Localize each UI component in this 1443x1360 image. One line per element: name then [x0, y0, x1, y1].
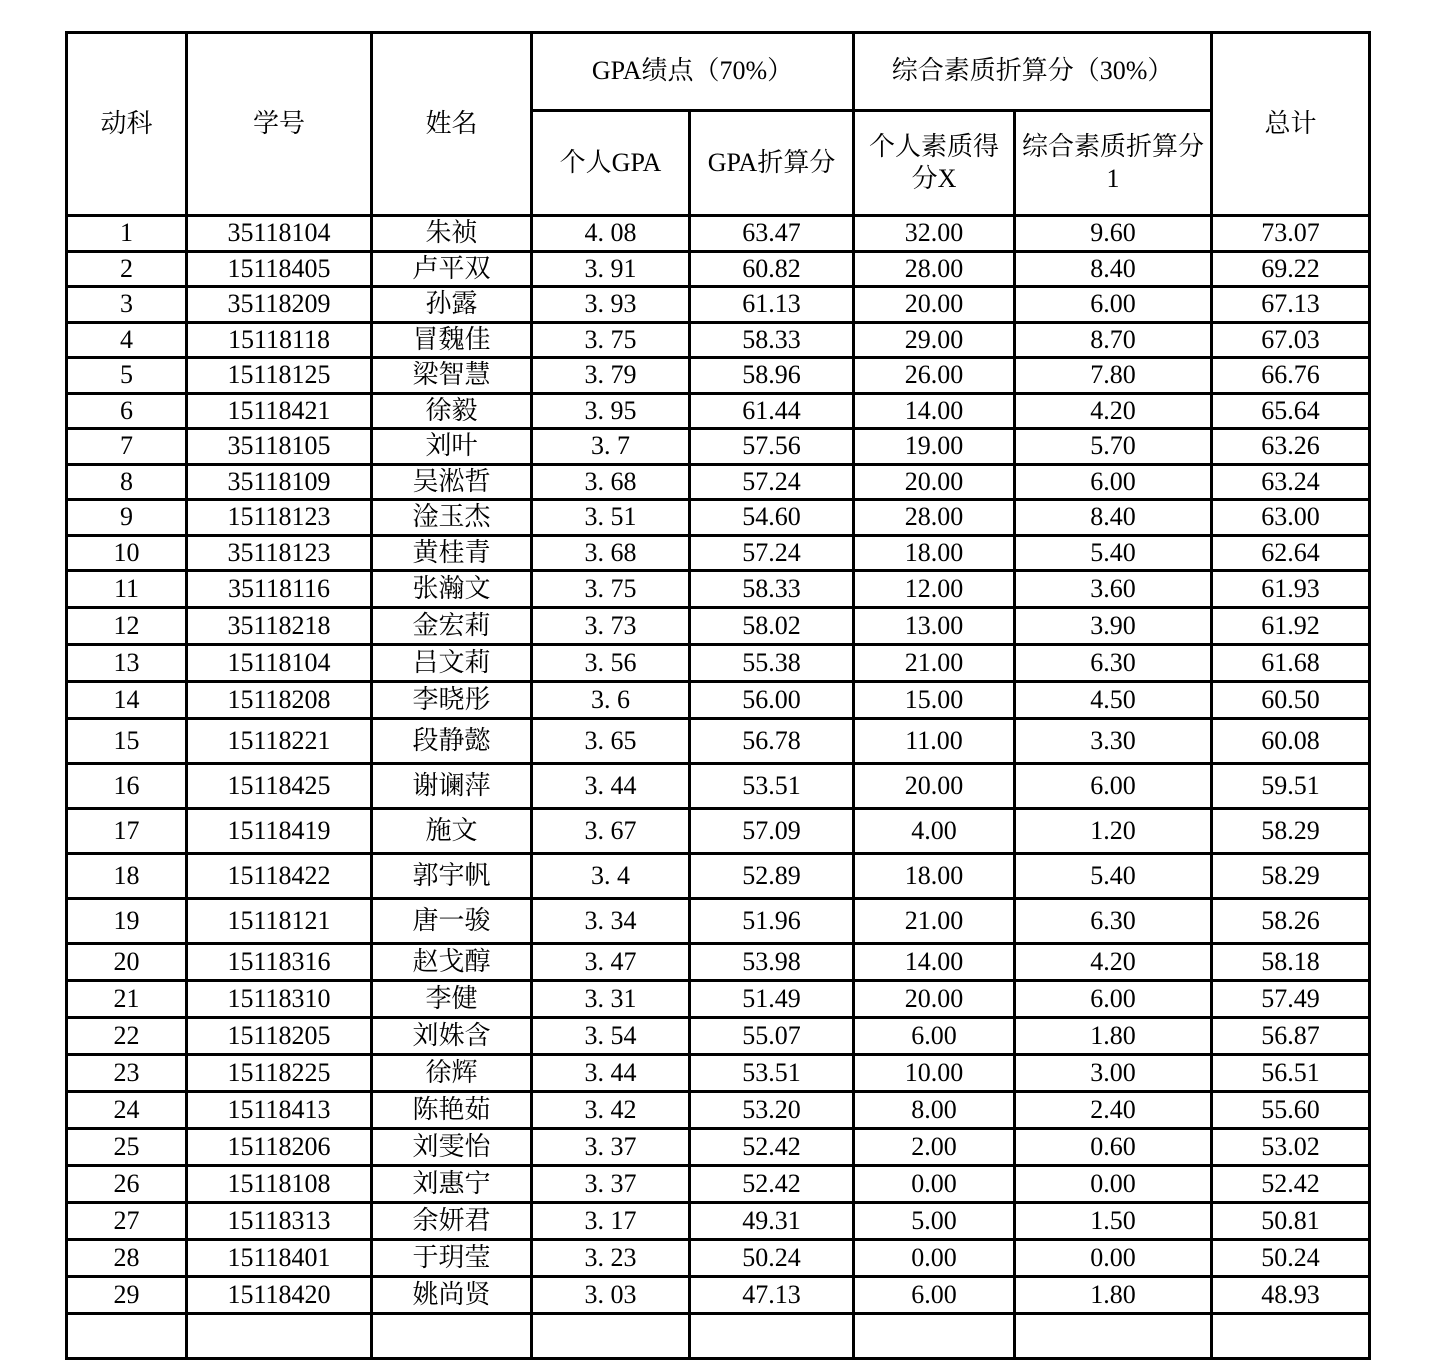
table-row	[67, 322, 1370, 358]
cell-quality-score: 32.00	[854, 216, 1015, 252]
cell-personal-gpa: 3. 42	[532, 1092, 690, 1129]
cell-personal-gpa: 3. 17	[532, 1203, 690, 1240]
cell-name: 张瀚文	[372, 571, 532, 608]
cell-total: 61.92	[1212, 608, 1370, 645]
table-row	[67, 645, 1370, 682]
cell-name: 姚尚贤	[372, 1277, 532, 1314]
cell-empty	[1015, 1314, 1212, 1359]
header-student-id: 学号	[187, 33, 372, 216]
cell-quality-score: 8.00	[854, 1092, 1015, 1129]
cell-personal-gpa: 3. 93	[532, 287, 690, 323]
cell-name: 孙露	[372, 287, 532, 323]
table-row	[67, 571, 1370, 608]
cell-total: 62.64	[1212, 535, 1370, 571]
cell-name: 谢谰萍	[372, 764, 532, 809]
cell-empty	[67, 1314, 187, 1359]
cell-quality-converted: 6.00	[1015, 464, 1212, 500]
table-row	[67, 358, 1370, 394]
cell-total: 58.26	[1212, 899, 1370, 944]
table-row	[67, 500, 1370, 536]
cell-student-id: 15118419	[187, 809, 372, 854]
cell-rank: 17	[67, 809, 187, 854]
table-body	[67, 216, 1370, 1359]
cell-quality-score: 18.00	[854, 535, 1015, 571]
cell-gpa-converted: 53.98	[690, 944, 854, 981]
cell-personal-gpa: 3. 37	[532, 1129, 690, 1166]
cell-rank: 22	[67, 1018, 187, 1055]
cell-student-id: 15118108	[187, 1166, 372, 1203]
cell-student-id: 15118104	[187, 645, 372, 682]
cell-quality-score: 4.00	[854, 809, 1015, 854]
cell-gpa-converted: 57.56	[690, 429, 854, 465]
cell-name: 刘叶	[372, 429, 532, 465]
cell-quality-score: 11.00	[854, 719, 1015, 764]
header-personal-gpa: 个人GPA	[532, 111, 690, 216]
cell-quality-score: 6.00	[854, 1018, 1015, 1055]
cell-name: 淦玉杰	[372, 500, 532, 536]
cell-quality-score: 12.00	[854, 571, 1015, 608]
cell-gpa-converted: 53.51	[690, 1055, 854, 1092]
table-row	[67, 809, 1370, 854]
cell-name: 刘惠宁	[372, 1166, 532, 1203]
cell-student-id: 35118218	[187, 608, 372, 645]
cell-quality-converted: 8.40	[1015, 251, 1212, 287]
cell-quality-score: 29.00	[854, 322, 1015, 358]
cell-personal-gpa: 3. 67	[532, 809, 690, 854]
cell-personal-gpa: 3. 75	[532, 322, 690, 358]
cell-total: 67.03	[1212, 322, 1370, 358]
table-row	[67, 899, 1370, 944]
cell-student-id: 15118221	[187, 719, 372, 764]
cell-gpa-converted: 58.02	[690, 608, 854, 645]
cell-total: 60.50	[1212, 682, 1370, 719]
cell-rank: 19	[67, 899, 187, 944]
cell-quality-converted: 3.90	[1015, 608, 1212, 645]
table-row	[67, 981, 1370, 1018]
header-total: 总计	[1212, 33, 1370, 216]
header-gpa-converted: GPA折算分	[690, 111, 854, 216]
cell-gpa-converted: 58.33	[690, 322, 854, 358]
cell-total: 58.18	[1212, 944, 1370, 981]
cell-total: 56.51	[1212, 1055, 1370, 1092]
cell-name: 施文	[372, 809, 532, 854]
cell-rank: 25	[67, 1129, 187, 1166]
cell-total: 58.29	[1212, 854, 1370, 899]
cell-quality-score: 20.00	[854, 764, 1015, 809]
cell-empty	[1212, 1314, 1370, 1359]
cell-gpa-converted: 53.51	[690, 764, 854, 809]
cell-gpa-converted: 47.13	[690, 1277, 854, 1314]
cell-total: 65.64	[1212, 393, 1370, 429]
cell-total: 58.29	[1212, 809, 1370, 854]
cell-quality-score: 21.00	[854, 899, 1015, 944]
table-row	[67, 216, 1370, 252]
cell-gpa-converted: 51.49	[690, 981, 854, 1018]
cell-student-id: 35118105	[187, 429, 372, 465]
cell-rank: 29	[67, 1277, 187, 1314]
cell-student-id: 15118401	[187, 1240, 372, 1277]
cell-rank: 21	[67, 981, 187, 1018]
cell-quality-score: 20.00	[854, 287, 1015, 323]
cell-total: 63.00	[1212, 500, 1370, 536]
cell-gpa-converted: 53.20	[690, 1092, 854, 1129]
cell-student-id: 15118208	[187, 682, 372, 719]
cell-student-id: 15118310	[187, 981, 372, 1018]
cell-gpa-converted: 60.82	[690, 251, 854, 287]
cell-quality-converted: 0.60	[1015, 1129, 1212, 1166]
cell-personal-gpa: 3. 65	[532, 719, 690, 764]
cell-quality-converted: 6.30	[1015, 645, 1212, 682]
grade-table	[65, 31, 1371, 1360]
cell-quality-converted: 3.60	[1015, 571, 1212, 608]
cell-student-id: 15118118	[187, 322, 372, 358]
cell-quality-converted: 0.00	[1015, 1166, 1212, 1203]
cell-name: 郭宇帆	[372, 854, 532, 899]
cell-quality-score: 28.00	[854, 500, 1015, 536]
cell-gpa-converted: 51.96	[690, 899, 854, 944]
cell-personal-gpa: 3. 68	[532, 464, 690, 500]
cell-personal-gpa: 3. 34	[532, 899, 690, 944]
table-row	[67, 1055, 1370, 1092]
cell-name: 李健	[372, 981, 532, 1018]
cell-rank: 1	[67, 216, 187, 252]
cell-total: 50.24	[1212, 1240, 1370, 1277]
table-row	[67, 764, 1370, 809]
cell-total: 61.93	[1212, 571, 1370, 608]
cell-total: 53.02	[1212, 1129, 1370, 1166]
cell-total: 60.08	[1212, 719, 1370, 764]
cell-rank: 9	[67, 500, 187, 536]
cell-personal-gpa: 3. 44	[532, 1055, 690, 1092]
cell-personal-gpa: 3. 6	[532, 682, 690, 719]
cell-rank: 8	[67, 464, 187, 500]
cell-gpa-converted: 63.47	[690, 216, 854, 252]
cell-quality-converted: 5.70	[1015, 429, 1212, 465]
cell-quality-converted: 6.00	[1015, 764, 1212, 809]
cell-rank: 20	[67, 944, 187, 981]
cell-name: 梁智慧	[372, 358, 532, 394]
cell-rank: 3	[67, 287, 187, 323]
cell-personal-gpa: 3. 91	[532, 251, 690, 287]
cell-personal-gpa: 3. 56	[532, 645, 690, 682]
cell-quality-converted: 3.30	[1015, 719, 1212, 764]
cell-personal-gpa: 3. 03	[532, 1277, 690, 1314]
table-row	[67, 287, 1370, 323]
cell-gpa-converted: 52.42	[690, 1166, 854, 1203]
table-row	[67, 719, 1370, 764]
table-row	[67, 393, 1370, 429]
header-name: 姓名	[372, 33, 532, 216]
cell-quality-score: 14.00	[854, 393, 1015, 429]
cell-rank: 5	[67, 358, 187, 394]
cell-personal-gpa: 3. 37	[532, 1166, 690, 1203]
cell-empty	[532, 1314, 690, 1359]
cell-student-id: 15118425	[187, 764, 372, 809]
cell-gpa-converted: 52.89	[690, 854, 854, 899]
cell-quality-score: 15.00	[854, 682, 1015, 719]
cell-name: 冒魏佳	[372, 322, 532, 358]
cell-student-id: 15118420	[187, 1277, 372, 1314]
cell-rank: 18	[67, 854, 187, 899]
cell-gpa-converted: 61.13	[690, 287, 854, 323]
cell-quality-score: 10.00	[854, 1055, 1015, 1092]
cell-student-id: 15118125	[187, 358, 372, 394]
cell-quality-score: 20.00	[854, 981, 1015, 1018]
cell-rank: 23	[67, 1055, 187, 1092]
cell-quality-score: 19.00	[854, 429, 1015, 465]
table-header	[67, 33, 1370, 216]
table-row	[67, 854, 1370, 899]
cell-name: 余妍君	[372, 1203, 532, 1240]
cell-quality-converted: 6.00	[1015, 287, 1212, 323]
cell-gpa-converted: 57.24	[690, 464, 854, 500]
cell-student-id: 15118205	[187, 1018, 372, 1055]
cell-personal-gpa: 3. 54	[532, 1018, 690, 1055]
cell-quality-converted: 8.40	[1015, 500, 1212, 536]
cell-total: 73.07	[1212, 216, 1370, 252]
table-row-partial	[67, 1314, 1370, 1359]
cell-total: 59.51	[1212, 764, 1370, 809]
cell-gpa-converted: 56.78	[690, 719, 854, 764]
cell-quality-score: 20.00	[854, 464, 1015, 500]
table-row	[67, 682, 1370, 719]
cell-quality-converted: 6.00	[1015, 981, 1212, 1018]
cell-empty	[690, 1314, 854, 1359]
cell-name: 徐毅	[372, 393, 532, 429]
cell-gpa-converted: 55.07	[690, 1018, 854, 1055]
cell-personal-gpa: 3. 73	[532, 608, 690, 645]
cell-name: 金宏莉	[372, 608, 532, 645]
table-row	[67, 1166, 1370, 1203]
table-row	[67, 1018, 1370, 1055]
cell-total: 67.13	[1212, 287, 1370, 323]
cell-rank: 16	[67, 764, 187, 809]
cell-rank: 12	[67, 608, 187, 645]
header-rank: 动科	[67, 33, 187, 216]
cell-name: 朱祯	[372, 216, 532, 252]
cell-student-id: 15118316	[187, 944, 372, 981]
cell-rank: 27	[67, 1203, 187, 1240]
cell-personal-gpa: 4. 08	[532, 216, 690, 252]
cell-quality-score: 26.00	[854, 358, 1015, 394]
cell-personal-gpa: 3. 4	[532, 854, 690, 899]
cell-name: 陈艳茹	[372, 1092, 532, 1129]
cell-quality-score: 6.00	[854, 1277, 1015, 1314]
cell-personal-gpa: 3. 51	[532, 500, 690, 536]
cell-name: 唐一骏	[372, 899, 532, 944]
cell-student-id: 15118413	[187, 1092, 372, 1129]
cell-student-id: 15118225	[187, 1055, 372, 1092]
cell-quality-converted: 5.40	[1015, 854, 1212, 899]
cell-rank: 6	[67, 393, 187, 429]
cell-gpa-converted: 55.38	[690, 645, 854, 682]
cell-quality-score: 2.00	[854, 1129, 1015, 1166]
cell-student-id: 15118121	[187, 899, 372, 944]
table-row	[67, 1203, 1370, 1240]
table-row	[67, 535, 1370, 571]
cell-personal-gpa: 3. 23	[532, 1240, 690, 1277]
cell-quality-score: 18.00	[854, 854, 1015, 899]
cell-rank: 15	[67, 719, 187, 764]
cell-quality-converted: 2.40	[1015, 1092, 1212, 1129]
cell-rank: 26	[67, 1166, 187, 1203]
cell-quality-converted: 1.80	[1015, 1277, 1212, 1314]
cell-total: 56.87	[1212, 1018, 1370, 1055]
cell-student-id: 15118123	[187, 500, 372, 536]
cell-student-id: 35118209	[187, 287, 372, 323]
cell-name: 段静懿	[372, 719, 532, 764]
cell-name: 李晓彤	[372, 682, 532, 719]
cell-total: 69.22	[1212, 251, 1370, 287]
cell-student-id: 35118104	[187, 216, 372, 252]
cell-quality-converted: 4.20	[1015, 944, 1212, 981]
cell-personal-gpa: 3. 44	[532, 764, 690, 809]
cell-quality-converted: 1.20	[1015, 809, 1212, 854]
cell-rank: 13	[67, 645, 187, 682]
cell-student-id: 15118422	[187, 854, 372, 899]
cell-student-id: 15118206	[187, 1129, 372, 1166]
cell-total: 55.60	[1212, 1092, 1370, 1129]
cell-gpa-converted: 49.31	[690, 1203, 854, 1240]
cell-personal-gpa: 3. 95	[532, 393, 690, 429]
cell-quality-score: 0.00	[854, 1166, 1015, 1203]
cell-student-id: 15118405	[187, 251, 372, 287]
cell-name: 于玥莹	[372, 1240, 532, 1277]
cell-name: 卢平双	[372, 251, 532, 287]
header-quality-score: 个人素质得分X	[854, 111, 1015, 216]
cell-quality-score: 13.00	[854, 608, 1015, 645]
cell-name: 赵戈醇	[372, 944, 532, 981]
cell-name: 吴淞哲	[372, 464, 532, 500]
cell-name: 刘姝含	[372, 1018, 532, 1055]
cell-quality-converted: 1.50	[1015, 1203, 1212, 1240]
table-row	[67, 1277, 1370, 1314]
cell-student-id: 35118109	[187, 464, 372, 500]
cell-gpa-converted: 50.24	[690, 1240, 854, 1277]
cell-quality-converted: 9.60	[1015, 216, 1212, 252]
cell-total: 61.68	[1212, 645, 1370, 682]
cell-total: 66.76	[1212, 358, 1370, 394]
cell-quality-converted: 1.80	[1015, 1018, 1212, 1055]
cell-personal-gpa: 3. 31	[532, 981, 690, 1018]
cell-total: 63.24	[1212, 464, 1370, 500]
cell-total: 63.26	[1212, 429, 1370, 465]
cell-personal-gpa: 3. 47	[532, 944, 690, 981]
cell-total: 57.49	[1212, 981, 1370, 1018]
cell-gpa-converted: 57.09	[690, 809, 854, 854]
cell-quality-score: 5.00	[854, 1203, 1015, 1240]
cell-student-id: 35118123	[187, 535, 372, 571]
cell-gpa-converted: 61.44	[690, 393, 854, 429]
cell-student-id: 35118116	[187, 571, 372, 608]
cell-rank: 2	[67, 251, 187, 287]
cell-name: 吕文莉	[372, 645, 532, 682]
cell-gpa-converted: 54.60	[690, 500, 854, 536]
cell-quality-converted: 6.30	[1015, 899, 1212, 944]
table-row	[67, 1129, 1370, 1166]
cell-quality-score: 28.00	[854, 251, 1015, 287]
cell-rank: 7	[67, 429, 187, 465]
cell-gpa-converted: 56.00	[690, 682, 854, 719]
cell-rank: 4	[67, 322, 187, 358]
cell-total: 50.81	[1212, 1203, 1370, 1240]
cell-name: 黄桂青	[372, 535, 532, 571]
table-row	[67, 944, 1370, 981]
table-row	[67, 1092, 1370, 1129]
cell-quality-converted: 3.00	[1015, 1055, 1212, 1092]
cell-quality-converted: 4.20	[1015, 393, 1212, 429]
header-group-quality: 综合素质折算分（30%）	[854, 33, 1212, 111]
cell-empty	[187, 1314, 372, 1359]
cell-gpa-converted: 52.42	[690, 1129, 854, 1166]
cell-personal-gpa: 3. 75	[532, 571, 690, 608]
table-row	[67, 251, 1370, 287]
cell-quality-converted: 8.70	[1015, 322, 1212, 358]
cell-personal-gpa: 3. 7	[532, 429, 690, 465]
table-row	[67, 608, 1370, 645]
table-row	[67, 429, 1370, 465]
cell-total: 52.42	[1212, 1166, 1370, 1203]
cell-student-id: 15118421	[187, 393, 372, 429]
header-quality-converted: 综合素质折算分1	[1015, 111, 1212, 216]
cell-rank: 14	[67, 682, 187, 719]
cell-quality-converted: 7.80	[1015, 358, 1212, 394]
cell-rank: 10	[67, 535, 187, 571]
cell-gpa-converted: 58.33	[690, 571, 854, 608]
cell-empty	[372, 1314, 532, 1359]
cell-rank: 24	[67, 1092, 187, 1129]
cell-rank: 28	[67, 1240, 187, 1277]
cell-quality-score: 14.00	[854, 944, 1015, 981]
cell-empty	[854, 1314, 1015, 1359]
table-row	[67, 464, 1370, 500]
cell-rank: 11	[67, 571, 187, 608]
cell-personal-gpa: 3. 68	[532, 535, 690, 571]
cell-quality-converted: 4.50	[1015, 682, 1212, 719]
cell-student-id: 15118313	[187, 1203, 372, 1240]
cell-quality-converted: 5.40	[1015, 535, 1212, 571]
header-group-gpa: GPA绩点（70%）	[532, 33, 854, 111]
cell-personal-gpa: 3. 79	[532, 358, 690, 394]
cell-quality-converted: 0.00	[1015, 1240, 1212, 1277]
cell-name: 徐辉	[372, 1055, 532, 1092]
table-row	[67, 1240, 1370, 1277]
cell-total: 48.93	[1212, 1277, 1370, 1314]
cell-name: 刘雯怡	[372, 1129, 532, 1166]
cell-gpa-converted: 58.96	[690, 358, 854, 394]
cell-quality-score: 0.00	[854, 1240, 1015, 1277]
cell-gpa-converted: 57.24	[690, 535, 854, 571]
cell-quality-score: 21.00	[854, 645, 1015, 682]
